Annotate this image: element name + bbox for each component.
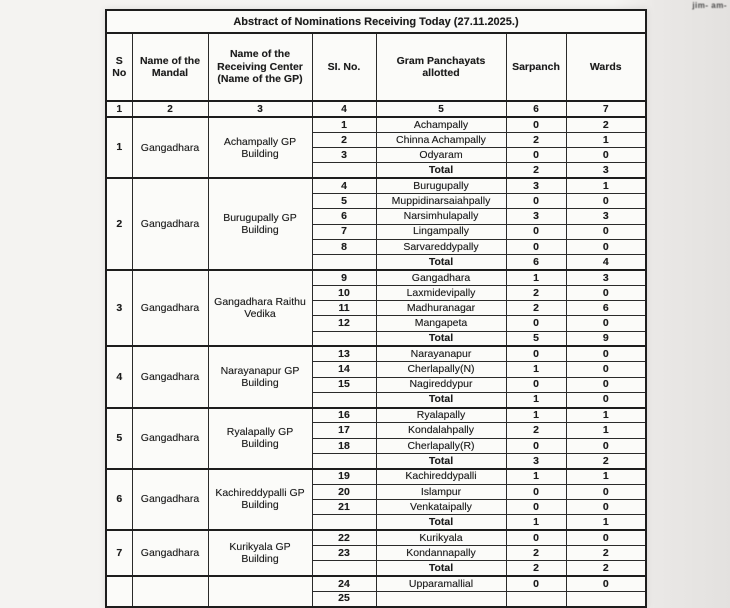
table-body xyxy=(106,117,646,607)
cell-sl-no: 13 xyxy=(312,346,376,361)
cell-sl-no: 20 xyxy=(312,484,376,499)
cell-receiving-center xyxy=(208,576,312,607)
col-header-sl-no: SI. No. xyxy=(312,33,376,101)
cell-sl-no: 15 xyxy=(312,377,376,392)
cell-sarpanch-count: 1 xyxy=(506,408,566,423)
table-row xyxy=(106,469,646,484)
cell-sarpanch-count: 0 xyxy=(506,316,566,331)
scan-artifact-text: jim‑ am- xyxy=(692,1,727,10)
cell-sl-no: 5 xyxy=(312,193,376,208)
cell-gram-panchayat: Muppidinarsaiahpally xyxy=(376,193,506,208)
cell-receiving-center: Burugupally GP Building xyxy=(208,178,312,270)
cell-sl-no: 17 xyxy=(312,423,376,438)
cell-wards-count: 1 xyxy=(566,178,646,193)
cell-sl-no xyxy=(312,561,376,576)
table-row xyxy=(106,178,646,193)
cell-receiving-center: Narayanapur GP Building xyxy=(208,346,312,407)
table-title: Abstract of Nominations Receiving Today (27.11.2025.) xyxy=(106,10,646,33)
cell-s-no: 5 xyxy=(106,408,132,469)
cell-sl-no: 21 xyxy=(312,499,376,514)
cell-wards-count: 2 xyxy=(566,545,646,560)
cell-sl-no: 6 xyxy=(312,209,376,224)
cell-receiving-center: Kachireddypalli GP Building xyxy=(208,469,312,530)
cell-sl-no: 14 xyxy=(312,362,376,377)
cell-gram-panchayat: Laxmidevipally xyxy=(376,285,506,300)
cell-gram-panchayat: Cherlapally(R) xyxy=(376,438,506,453)
cell-wards-count: 1 xyxy=(566,423,646,438)
cell-receiving-center: Ryalapally GP Building xyxy=(208,408,312,469)
cell-gram-panchayat: Gangadhara xyxy=(376,270,506,285)
cell-sl-no: 4 xyxy=(312,178,376,193)
column-number: 2 xyxy=(132,101,208,117)
table-row xyxy=(106,576,646,591)
cell-gram-panchayat: Cherlapally(N) xyxy=(376,362,506,377)
cell-mandal: Gangadhara xyxy=(132,408,208,469)
cell-sarpanch-count: 0 xyxy=(506,148,566,163)
cell-receiving-center: Achampally GP Building xyxy=(208,117,312,178)
cell-gram-panchayat: Achampally xyxy=(376,117,506,132)
cell-sarpanch-count: 0 xyxy=(506,438,566,453)
cell-total-sarpanch: 2 xyxy=(506,561,566,576)
column-number: 7 xyxy=(566,101,646,117)
cell-sl-no xyxy=(312,331,376,346)
cell-s-no: 4 xyxy=(106,346,132,407)
cell-sl-no xyxy=(312,392,376,407)
cell-sarpanch-count: 1 xyxy=(506,362,566,377)
cell-gram-panchayat: Chinna Achampally xyxy=(376,132,506,147)
nominations-table xyxy=(105,9,647,608)
cell-total-label: Total xyxy=(376,454,506,469)
cell-total-label: Total xyxy=(376,561,506,576)
cell-s-no: 7 xyxy=(106,530,132,576)
cell-wards-count: 0 xyxy=(566,362,646,377)
cell-gram-panchayat: Kondalahpally xyxy=(376,423,506,438)
cell-wards-count: 6 xyxy=(566,301,646,316)
cell-sarpanch-count: 2 xyxy=(506,545,566,560)
cell-gram-panchayat xyxy=(376,591,506,606)
table-row xyxy=(106,408,646,423)
cell-sl-no: 25 xyxy=(312,591,376,606)
cell-sl-no: 18 xyxy=(312,438,376,453)
cell-gram-panchayat: Venkataipally xyxy=(376,499,506,514)
cell-total-wards: 2 xyxy=(566,454,646,469)
cell-total-label: Total xyxy=(376,331,506,346)
cell-sarpanch-count: 2 xyxy=(506,423,566,438)
cell-sarpanch-count: 0 xyxy=(506,193,566,208)
col-header-sarpanch: Sarpanch xyxy=(506,33,566,101)
table-row xyxy=(106,117,646,132)
cell-mandal: Gangadhara xyxy=(132,469,208,530)
cell-sarpanch-count: 2 xyxy=(506,285,566,300)
table-row xyxy=(106,270,646,285)
cell-gram-panchayat: Sarvareddypally xyxy=(376,239,506,254)
column-number: 4 xyxy=(312,101,376,117)
table-header-row xyxy=(106,33,646,101)
cell-gram-panchayat: Mangapeta xyxy=(376,316,506,331)
cell-total-sarpanch: 6 xyxy=(506,255,566,270)
cell-gram-panchayat: Madhuranagar xyxy=(376,301,506,316)
cell-wards-count: 0 xyxy=(566,530,646,545)
cell-sarpanch-count: 0 xyxy=(506,117,566,132)
cell-wards-count: 1 xyxy=(566,408,646,423)
cell-total-sarpanch: 1 xyxy=(506,515,566,530)
col-header-wards: Wards xyxy=(566,33,646,101)
cell-total-sarpanch: 5 xyxy=(506,331,566,346)
cell-wards-count: 0 xyxy=(566,346,646,361)
cell-total-wards: 1 xyxy=(566,515,646,530)
cell-total-label: Total xyxy=(376,163,506,178)
cell-total-label: Total xyxy=(376,392,506,407)
cell-sarpanch-count: 0 xyxy=(506,224,566,239)
cell-total-wards: 3 xyxy=(566,163,646,178)
cell-gram-panchayat: Narayanapur xyxy=(376,346,506,361)
cell-sarpanch-count: 0 xyxy=(506,346,566,361)
title-row xyxy=(106,10,646,33)
col-header-s-no: S No xyxy=(106,33,132,101)
cell-gram-panchayat: Narsimhulapally xyxy=(376,209,506,224)
cell-sarpanch-count: 0 xyxy=(506,499,566,514)
column-number: 5 xyxy=(376,101,506,117)
cell-sarpanch-count: 3 xyxy=(506,178,566,193)
cell-sl-no xyxy=(312,255,376,270)
cell-wards-count xyxy=(566,591,646,606)
cell-total-wards: 2 xyxy=(566,561,646,576)
cell-wards-count: 0 xyxy=(566,239,646,254)
cell-sl-no: 8 xyxy=(312,239,376,254)
cell-gram-panchayat: Nagireddypur xyxy=(376,377,506,392)
cell-sl-no: 22 xyxy=(312,530,376,545)
cell-mandal xyxy=(132,576,208,607)
cell-sl-no xyxy=(312,515,376,530)
column-number: 1 xyxy=(106,101,132,117)
cell-mandal: Gangadhara xyxy=(132,178,208,270)
cell-mandal: Gangadhara xyxy=(132,530,208,576)
col-header-gram-panchayats: Gram Panchayats allotted xyxy=(376,33,506,101)
cell-total-label: Total xyxy=(376,255,506,270)
cell-total-wards: 0 xyxy=(566,392,646,407)
cell-mandal: Gangadhara xyxy=(132,346,208,407)
col-header-receiving-center: Name of the Receiving Center (Name of the GP) xyxy=(208,33,312,101)
cell-sarpanch-count: 0 xyxy=(506,530,566,545)
cell-s-no: 1 xyxy=(106,117,132,178)
cell-sl-no: 10 xyxy=(312,285,376,300)
cell-receiving-center: Gangadhara Raithu Vedika xyxy=(208,270,312,346)
cell-s-no xyxy=(106,576,132,607)
cell-sl-no: 7 xyxy=(312,224,376,239)
cell-sl-no: 16 xyxy=(312,408,376,423)
cell-sarpanch-count xyxy=(506,591,566,606)
cell-mandal: Gangadhara xyxy=(132,270,208,346)
cell-sarpanch-count: 0 xyxy=(506,239,566,254)
cell-gram-panchayat: Burugupally xyxy=(376,178,506,193)
cell-wards-count: 1 xyxy=(566,469,646,484)
cell-gram-panchayat: Kurikyala xyxy=(376,530,506,545)
cell-wards-count: 0 xyxy=(566,193,646,208)
cell-sl-no: 9 xyxy=(312,270,376,285)
cell-sl-no: 12 xyxy=(312,316,376,331)
cell-wards-count: 0 xyxy=(566,148,646,163)
cell-wards-count: 0 xyxy=(566,377,646,392)
table-row xyxy=(106,530,646,545)
column-number-row xyxy=(106,101,646,117)
cell-gram-panchayat: Lingampally xyxy=(376,224,506,239)
cell-gram-panchayat: Islampur xyxy=(376,484,506,499)
cell-total-label: Total xyxy=(376,515,506,530)
cell-wards-count: 0 xyxy=(566,316,646,331)
cell-wards-count: 2 xyxy=(566,117,646,132)
cell-wards-count: 0 xyxy=(566,224,646,239)
cell-gram-panchayat: Kondannapally xyxy=(376,545,506,560)
cell-gram-panchayat: Ryalapally xyxy=(376,408,506,423)
cell-sl-no: 1 xyxy=(312,117,376,132)
cell-sl-no: 2 xyxy=(312,132,376,147)
cell-s-no: 2 xyxy=(106,178,132,270)
cell-total-wards: 4 xyxy=(566,255,646,270)
table-row xyxy=(106,346,646,361)
cell-gram-panchayat: Kachireddypalli xyxy=(376,469,506,484)
cell-sl-no: 23 xyxy=(312,545,376,560)
cell-wards-count: 0 xyxy=(566,438,646,453)
column-number: 3 xyxy=(208,101,312,117)
cell-s-no: 3 xyxy=(106,270,132,346)
cell-gram-panchayat: Upparamallial xyxy=(376,576,506,591)
cell-sl-no xyxy=(312,163,376,178)
cell-sarpanch-count: 3 xyxy=(506,209,566,224)
cell-sarpanch-count: 1 xyxy=(506,270,566,285)
cell-sarpanch-count: 2 xyxy=(506,301,566,316)
cell-sarpanch-count: 2 xyxy=(506,132,566,147)
cell-sl-no: 11 xyxy=(312,301,376,316)
cell-sl-no: 19 xyxy=(312,469,376,484)
cell-total-sarpanch: 3 xyxy=(506,454,566,469)
cell-sarpanch-count: 1 xyxy=(506,469,566,484)
cell-total-sarpanch: 2 xyxy=(506,163,566,178)
cell-wards-count: 0 xyxy=(566,285,646,300)
cell-sarpanch-count: 0 xyxy=(506,377,566,392)
cell-wards-count: 0 xyxy=(566,484,646,499)
cell-wards-count: 3 xyxy=(566,209,646,224)
cell-wards-count: 0 xyxy=(566,499,646,514)
cell-s-no: 6 xyxy=(106,469,132,530)
cell-sl-no: 3 xyxy=(312,148,376,163)
column-number: 6 xyxy=(506,101,566,117)
cell-sl-no xyxy=(312,454,376,469)
cell-wards-count: 3 xyxy=(566,270,646,285)
cell-sarpanch-count: 0 xyxy=(506,576,566,591)
cell-sl-no: 24 xyxy=(312,576,376,591)
cell-wards-count: 1 xyxy=(566,132,646,147)
col-header-mandal: Name of the Mandal xyxy=(132,33,208,101)
cell-total-sarpanch: 1 xyxy=(506,392,566,407)
cell-mandal: Gangadhara xyxy=(132,117,208,178)
cell-total-wards: 9 xyxy=(566,331,646,346)
cell-sarpanch-count: 0 xyxy=(506,484,566,499)
cell-receiving-center: Kurikyala GP Building xyxy=(208,530,312,576)
cell-gram-panchayat: Odyaram xyxy=(376,148,506,163)
cell-wards-count: 0 xyxy=(566,576,646,591)
